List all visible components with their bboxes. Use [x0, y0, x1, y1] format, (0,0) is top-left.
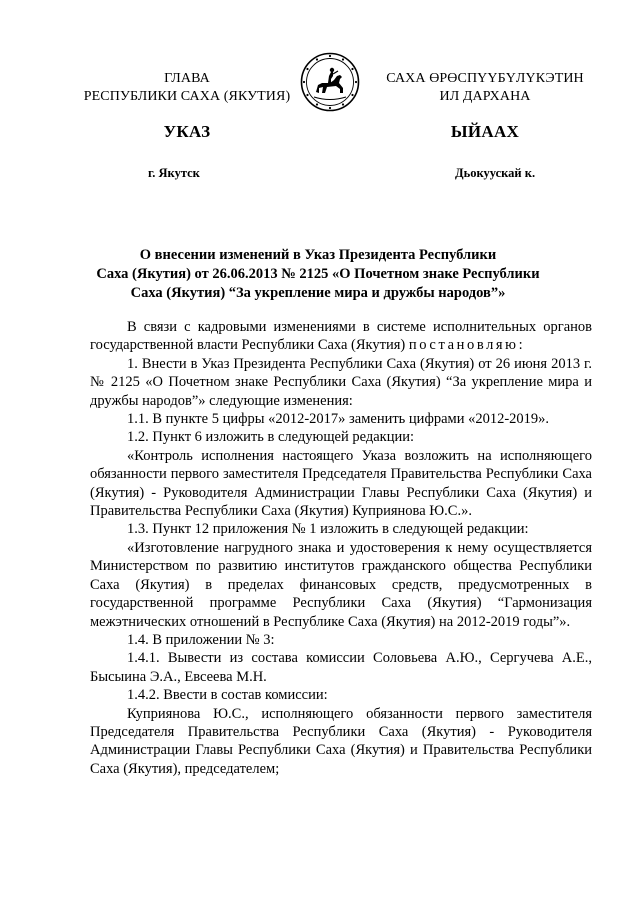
clause-1-4-1: 1.4.1. Вывести из состава комиссии Соловьева А.Ю., Сергучева А.Е., Бысыина Э.А., Евсеева М.Н. — [90, 650, 592, 685]
issuer-line-1-sakha: САХА ӨРӨСПҮҮБҮЛҮКЭТИН — [386, 71, 584, 86]
issuer-block-russian — [72, 70, 302, 106]
clause-1-1: 1.1. В пункте 5 цифры «2012-2017» заменить цифрами «2012-2019». — [127, 411, 550, 428]
document-type-sakha: ЫЙААХ — [450, 122, 520, 141]
clause-1-2: 1.2. Пункт 6 изложить в следующей редакции: — [127, 429, 415, 446]
decree-heading — [88, 246, 548, 303]
clause-1-3-text: «Изготовление нагрудного знака и удостоверения к нему осуществляется Министерством по развитию институтов гражданского общества Республики Саха (Якутия) в пределах финансовых средств, предусмотренных в государственной программе Республики Саха (Якутия) “Гармонизация межэтнических отношений в Республике Саха (Якутия) на 2012-2019 годы”». — [90, 539, 592, 630]
preamble-text: В связи с кадровыми изменениями в системе исполнительных органов государственной власти Республики Саха (Якутия) — [90, 319, 592, 354]
decree-word: постановляю: — [408, 337, 526, 354]
issuer-line-2: РЕСПУБЛИКИ САХА (ЯКУТИЯ) — [83, 89, 291, 104]
document-type-russian: УКАЗ — [163, 122, 211, 141]
clause-1-2-text: «Контроль исполнения настоящего Указа возложить на исполняющего обязанности первого заместителя Председателя Правительства Республики Саха (Якутия) - Руководителя Администрации Главы Республики Саха (Якутия) и Правительства Республики Саха (Якутия) Куприянова Ю.С.». — [90, 447, 592, 520]
issuer-line-2-sakha: ИЛ ДАРХАНА — [439, 89, 531, 104]
clause-1-3: 1.3. Пункт 12 приложения № 1 изложить в следующей редакции: — [127, 521, 529, 538]
place-russian: г. Якутск — [148, 166, 200, 180]
issuer-block-sakha — [370, 70, 600, 106]
heading-line-2: Саха (Якутия) от 26.06.2013 № 2125 «О Почетном знаке Республики — [96, 266, 540, 282]
clause-1: 1. Внести в Указ Президента Республики Саха (Якутия) от 26 июня 2013 г. № 2125 «О Почетном знаке Республики Саха (Якутия) “За укрепление мира и дружбы народов”» следующие изменения: — [90, 355, 592, 409]
republic-sakha-emblem-icon — [300, 52, 360, 112]
heading-line-1: О внесении изменений в Указ Президента Республики — [139, 247, 497, 263]
decree-body — [90, 318, 592, 778]
clause-1-4-2-text: Куприянова Ю.С., исполняющего обязанности первого заместителя Председателя Правительства Республики Саха (Якутия) - Руководителя Администрации Главы Республики Саха (Якутия) и Правительства Республики Саха (Якутия), председателем; — [90, 705, 592, 777]
clause-1-4-2: 1.4.2. Ввести в состав комиссии: — [127, 687, 328, 704]
issuer-line-1: ГЛАВА — [164, 71, 210, 86]
heading-line-3: Саха (Якутия) “За укрепление мира и дружбы народов”» — [130, 285, 506, 301]
place-sakha: Дьокуускай к. — [455, 166, 536, 180]
preamble-paragraph — [90, 318, 592, 355]
clause-1-4: 1.4. В приложении № 3: — [127, 631, 275, 648]
